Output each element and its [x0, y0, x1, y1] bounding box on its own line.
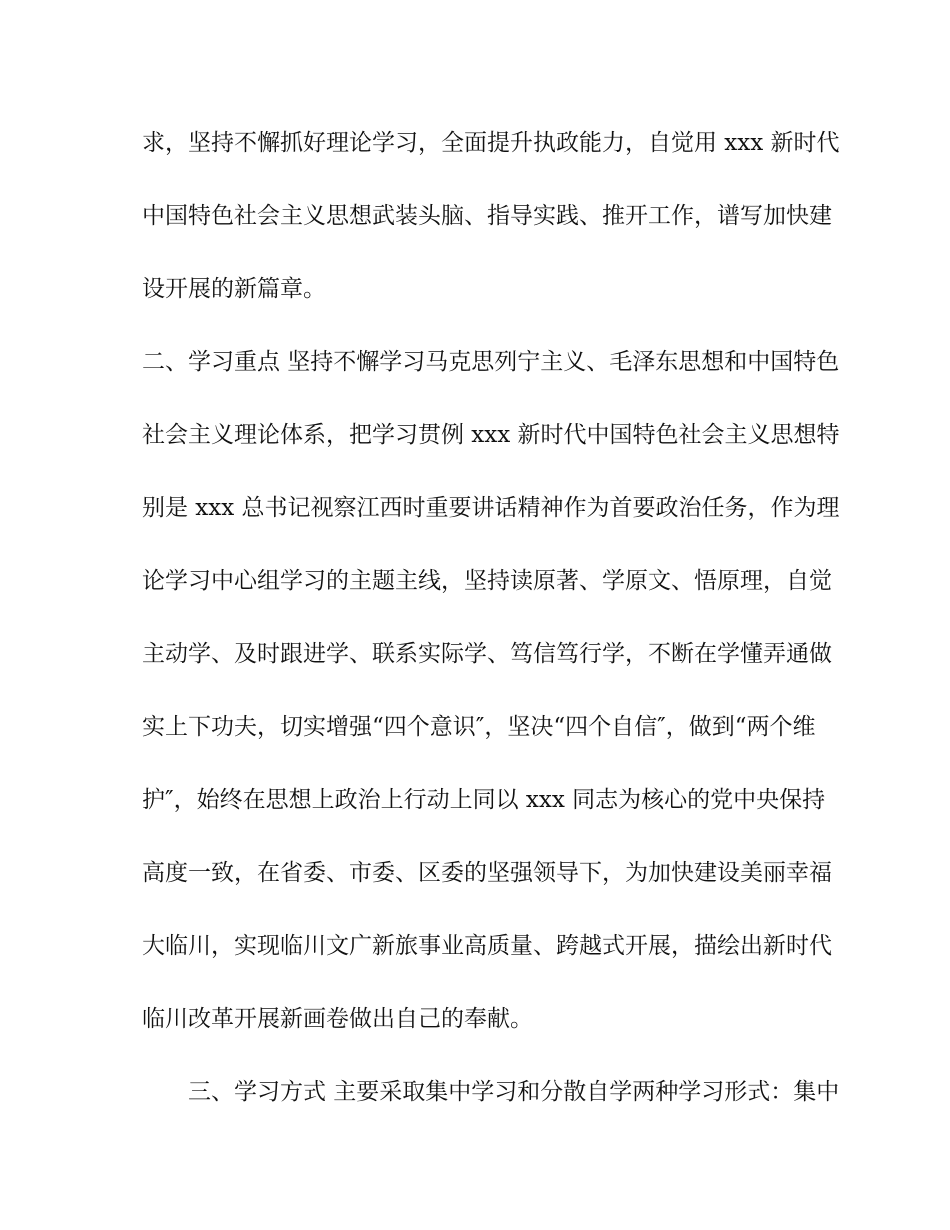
- document-body: [142, 118, 840, 1140]
- section-heading-line: 三、学习方式 主要采取集中学习和分散自学两种学习形式：集中: [188, 1079, 840, 1105]
- body-line: 主动学、及时跟进学、联系实际学、笃信笃行学，不断在学懂弄通做: [142, 641, 832, 667]
- body-line: 求，坚持不懈抓好理论学习，全面提升执政能力，自觉用 xxx 新时代: [142, 130, 840, 156]
- body-line: 别是 xxx 总书记视察江西时重要讲话精神作为首要政治任务，作为理: [142, 495, 840, 521]
- body-line: 设开展的新篇章。: [142, 276, 326, 302]
- body-line: 临川改革开展新画卷做出自己的奉献。: [142, 1006, 533, 1032]
- body-line: 大临川，实现临川文广新旅事业高质量、跨越式开展，描绘出新时代: [142, 933, 832, 959]
- body-line: 中国特色社会主义思想武装头脑、指导实践、推开工作，谱写加快建: [142, 203, 832, 229]
- body-line: 社会主义理论体系，把学习贯例 xxx 新时代中国特色社会主义思想特: [142, 422, 840, 448]
- body-line: 护″，始终在思想上政治上行动上同以 xxx 同志为核心的党中央保持: [142, 787, 826, 813]
- body-line: 高度一致，在省委、市委、区委的坚强领导下，为加快建设美丽幸福: [142, 860, 832, 886]
- body-line: 实上下功夫，切实增强“四个意识″，坚决“四个自信″，做到“两个维: [142, 714, 816, 740]
- body-line: 论学习中心组学习的主题主线，坚持读原著、学原文、悟原理，自觉: [142, 568, 832, 594]
- section-heading-line: 二、学习重点 坚持不懈学习马克思列宁主义、毛泽东思想和中国特色: [142, 349, 840, 375]
